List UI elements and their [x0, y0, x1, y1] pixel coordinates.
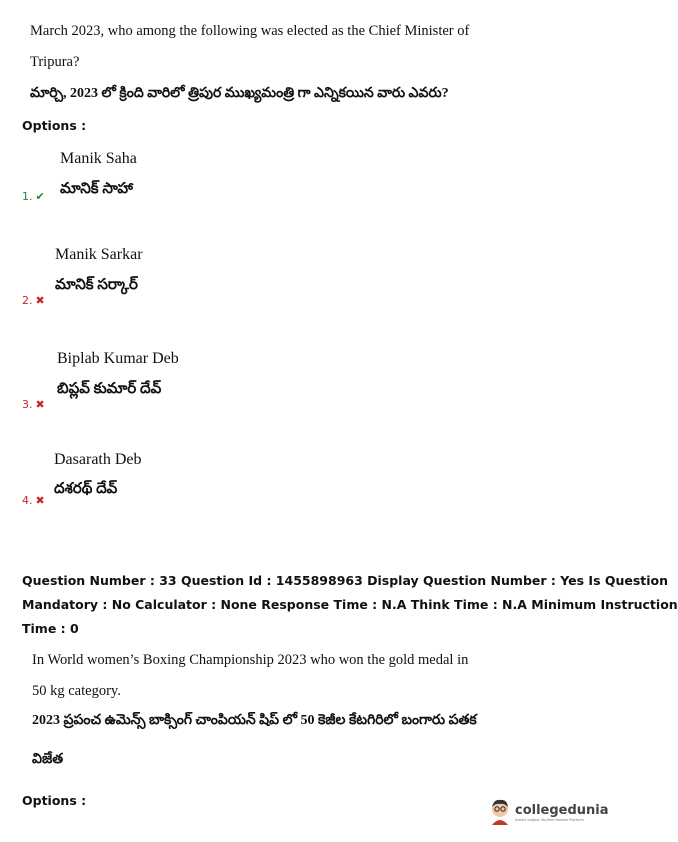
- question-meta-line: Time : 0: [22, 621, 79, 636]
- option-1-number: [22, 190, 45, 203]
- student-avatar-icon: [488, 798, 512, 826]
- options-heading: Options :: [22, 793, 87, 808]
- cross-icon: ✖: [35, 398, 45, 411]
- logo-tagline: India's largest Student Review Platform: [515, 817, 584, 822]
- question-text-telugu: మార్చి, 2023 లో క్రింది వారిలో త్రిపుర ముఖ్యమంత్రి గా ఎన్నికయిన వారు ఎవరు?: [30, 86, 449, 101]
- cross-icon: ✖: [35, 294, 45, 307]
- option-number: 1.: [22, 190, 33, 203]
- question-text-line: 50 kg category.: [32, 683, 121, 699]
- logo-name: collegedunia: [515, 802, 609, 818]
- question-text-line: In World women’s Boxing Championship 2023 who won the gold medal in: [32, 652, 469, 668]
- option-4-telugu: దశరథ్ దేవ్: [54, 481, 118, 497]
- option-2-english: Manik Sarkar: [55, 246, 143, 263]
- option-2-telugu: మానిక్ సర్కార్: [55, 277, 138, 293]
- option-3-number: [22, 398, 45, 411]
- option-1-telugu: మానిక్ సాహా: [60, 181, 133, 197]
- options-heading: Options :: [22, 118, 87, 133]
- collegedunia-logo: [488, 798, 609, 826]
- question-text-line: Tripura?: [30, 54, 80, 70]
- option-number: 2.: [22, 294, 33, 307]
- option-4-number: [22, 494, 45, 507]
- option-4-english: Dasarath Deb: [54, 451, 142, 468]
- option-3-telugu: బిప్లవ్ కుమార్ దేవ్: [57, 381, 162, 397]
- cross-icon: ✖: [35, 494, 45, 507]
- option-2-number: [22, 294, 45, 307]
- question-text-telugu: విజేత: [32, 752, 64, 767]
- question-meta-line: Mandatory : No Calculator : None Response Time : N.A Think Time : N.A Minimum Instruction: [22, 597, 678, 612]
- option-number: 3.: [22, 398, 33, 411]
- option-1-english: Manik Saha: [60, 150, 137, 167]
- question-text-line: March 2023, who among the following was elected as the Chief Minister of: [30, 23, 470, 39]
- checkmark-icon: ✔: [35, 190, 45, 203]
- option-number: 4.: [22, 494, 33, 507]
- question-text-telugu: 2023 ప్రపంచ ఉమెన్స్ బాక్సింగ్ చాంపియన్ షిప్ లో 50 కెజీల కేటగిరిలో బంగారు పతక: [32, 713, 477, 728]
- option-3-english: Biplab Kumar Deb: [57, 350, 179, 367]
- question-meta-line: Question Number : 33 Question Id : 1455898963 Display Question Number : Yes Is Question: [22, 573, 669, 588]
